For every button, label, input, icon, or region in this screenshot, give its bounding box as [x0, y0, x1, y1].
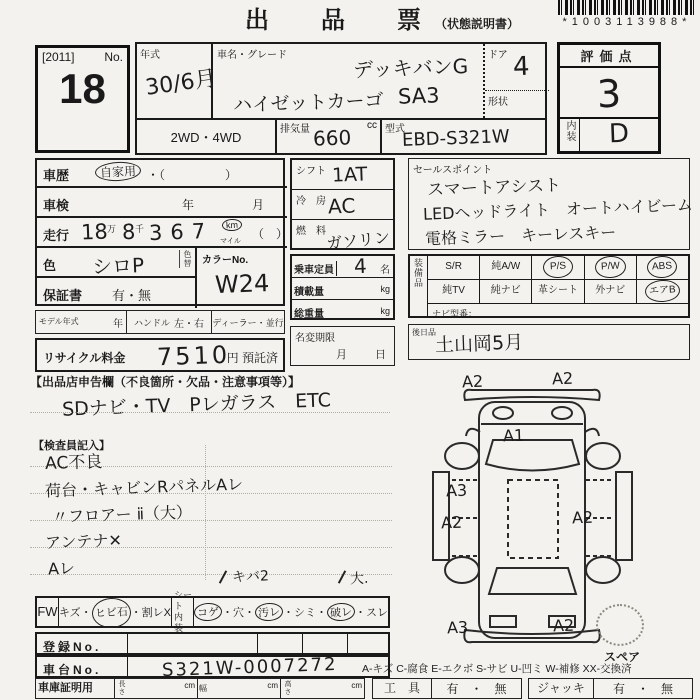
- lot-series: [2011]: [42, 50, 75, 64]
- year-cell: [137, 44, 219, 118]
- mileage-man: 18: [80, 219, 109, 245]
- score-value: 3: [596, 71, 622, 117]
- recycle-suffix: 円 預託済: [226, 351, 278, 365]
- jack-value: 有 ・ 無: [612, 682, 673, 696]
- damage-legend: A-キズ C-腐食 E-エクボ S-サビ U-凹ミ W-補修 XX-交換済: [362, 663, 632, 675]
- persons-unit: 名: [380, 265, 390, 276]
- seat-circled-item: 汚レ: [255, 602, 284, 621]
- mileage-paren: （ ）: [252, 227, 289, 241]
- history-row: [37, 160, 287, 188]
- length-label: 長さ: [118, 680, 125, 696]
- model-year-label: モデル年式: [39, 316, 79, 326]
- model-code-cell: [382, 118, 549, 155]
- seller-note-value: SDナビ・TV Pレガラス ETC: [61, 389, 332, 421]
- equip-ps: P/S: [542, 255, 573, 279]
- fw-note2: 大.: [349, 570, 369, 588]
- displacement-unit: cc: [367, 120, 377, 131]
- recycle-value: 7510: [156, 340, 231, 372]
- ac-value: AC: [327, 193, 356, 219]
- score-box: [557, 42, 661, 154]
- equip-extnavi: 外ナビ: [585, 280, 637, 303]
- year-label: 年式: [140, 50, 160, 61]
- mileage-unit-mile: マイル: [220, 238, 241, 245]
- sales-point-line: LEDヘッドライト オートハイビーム: [422, 195, 694, 224]
- name-value: デッキバンG: [352, 53, 469, 83]
- inspector-line: アンテナ✕: [44, 530, 123, 553]
- persons-value: 4: [353, 253, 368, 279]
- inspector-line: 荷台・キャビンRパネルAレ: [44, 474, 244, 501]
- door-label: ドア: [488, 50, 508, 61]
- inspector-line: AC不良: [44, 452, 103, 474]
- vehicle-table: [135, 42, 547, 155]
- registration-row: [35, 632, 390, 655]
- seat-items: コゲ ・穴・ 汚レ ・シミ・ 破レ ・スレ: [194, 603, 388, 621]
- fw-label: FW: [37, 598, 59, 626]
- equip-pw: P/W: [594, 255, 626, 279]
- warranty-label: 保証書: [43, 288, 83, 303]
- damage-mark: A2: [461, 371, 484, 392]
- namechange-month: 月: [336, 349, 347, 361]
- seat-label: シート 内 装: [174, 590, 193, 633]
- seller-note-label: 【出品店申告欄（不良箇所・欠品・注意事項等）】: [30, 375, 301, 389]
- chassis-value: S321W-0007272: [161, 653, 338, 682]
- cm-unit: cm: [351, 681, 362, 690]
- name-cell: [213, 44, 483, 118]
- model-year-unit: 年: [113, 318, 123, 330]
- page-subtitle: （状態説明書）: [435, 17, 520, 31]
- warranty-value: 有・無: [112, 288, 152, 303]
- equip-aw: 純A/W: [480, 256, 532, 279]
- fw-items: キズ・ ヒビ石 ・割レX: [59, 598, 172, 626]
- lot-box: [35, 45, 130, 153]
- damage-mark: A2: [440, 512, 463, 533]
- door-value: 4: [512, 51, 531, 83]
- history-table: [35, 158, 289, 306]
- sales-point-line: スマートアシスト: [426, 175, 562, 201]
- recycle-label: リサイクル料金: [43, 351, 126, 365]
- dealer-label: ディーラー・並行: [212, 317, 284, 328]
- shift-label: シフト: [296, 166, 326, 177]
- color-row: [37, 248, 197, 278]
- shaken-label: 車検: [43, 198, 70, 213]
- shaken-year: 年: [182, 198, 195, 212]
- height-label: 高さ: [284, 680, 291, 696]
- spare-tire-circle: [596, 604, 644, 646]
- warranty-row: [37, 278, 197, 308]
- colorno-value: W24: [214, 269, 270, 299]
- score-label: 評価点: [560, 45, 658, 68]
- mileage-sen-unit: 千: [135, 224, 145, 234]
- cm-unit: cm: [184, 681, 195, 690]
- namechange-day: 日: [375, 349, 386, 361]
- weight-unit: kg: [380, 306, 390, 316]
- tools-row: [372, 678, 522, 699]
- equip-sr: S/R: [428, 256, 480, 279]
- load-label: 積載量: [294, 287, 324, 298]
- weight-label: 総重量: [294, 309, 324, 320]
- name-value2: ハイゼットカーゴ: [232, 89, 384, 117]
- chassis-label: 車台No.: [43, 663, 102, 677]
- displacement-value: 660: [312, 125, 352, 151]
- history-paren: ・（ ）: [147, 168, 238, 182]
- equip-airbag: エアB: [645, 279, 681, 303]
- jack-row: [528, 678, 693, 699]
- sales-points-label: セールスポイント: [413, 165, 493, 176]
- shaken-row: [37, 188, 287, 218]
- inspector-line: 〃フロアー ⅱ（大）: [51, 502, 193, 527]
- damage-mark: A2: [571, 507, 594, 528]
- color-change-label: 色替: [179, 250, 193, 268]
- damage-mark: A2: [552, 615, 575, 636]
- tools-value: 有 ・ 無: [446, 682, 507, 696]
- garage-label: 車庫証明用: [36, 679, 115, 698]
- barcode-text: *1003113988*: [562, 16, 692, 28]
- later-items-value: 土山岡5月: [434, 331, 524, 357]
- page-title: 出 品 票: [245, 7, 435, 34]
- history-label: 車歴: [43, 168, 70, 183]
- later-items-label: 後日品: [412, 328, 436, 337]
- interior-label: 内装: [560, 119, 580, 151]
- color-value: シロP: [91, 253, 145, 279]
- fw-row: [35, 590, 390, 633]
- jack-label: ジャッキ: [529, 679, 594, 698]
- namechange-box: [290, 326, 395, 366]
- width-label: 幅: [199, 684, 207, 693]
- interior-value: D: [608, 118, 630, 150]
- grade-value: SA3: [397, 83, 440, 109]
- inspector-line: Aレ: [47, 558, 76, 579]
- capacity-table: [290, 254, 395, 320]
- year-value: 30/6月: [143, 66, 219, 101]
- damage-mark: A2: [551, 368, 574, 389]
- handle-value: 左・右: [174, 318, 204, 330]
- load-unit: kg: [380, 284, 390, 294]
- cm-unit: cm: [267, 681, 278, 690]
- later-items-box: [408, 324, 690, 360]
- colorno-label: カラーNo.: [202, 255, 249, 266]
- equip-tv: 純TV: [428, 280, 480, 303]
- spare-label: スペア: [604, 650, 641, 664]
- name-label: 車名・グレード: [217, 50, 287, 61]
- drive-options: 2WD・4WD: [170, 130, 242, 145]
- navi-model-label: ナビ型番：: [432, 309, 478, 319]
- lot-no-label: No.: [104, 50, 123, 64]
- interior-row: [560, 117, 658, 151]
- handle-label: ハンドル: [133, 317, 170, 328]
- displacement-cell: [277, 118, 382, 155]
- chassis-row: [35, 653, 390, 682]
- powertrain-box: [290, 158, 395, 254]
- model-row: [35, 310, 285, 334]
- equipment-grid: [408, 254, 690, 318]
- mileage-row: [37, 218, 287, 248]
- mileage-sen: 8: [121, 219, 136, 245]
- mileage-man-unit: 万: [107, 224, 117, 234]
- garage-row: [35, 678, 365, 699]
- damage-mark: A1: [502, 425, 525, 446]
- equip-leather: 革シート: [532, 280, 584, 303]
- barcode: [558, 0, 696, 15]
- equip-navi: 純ナビ: [480, 280, 532, 303]
- equip-abs: ABS: [647, 255, 678, 279]
- model-code-value: EBD-S321W: [401, 126, 511, 151]
- color-label: 色: [43, 258, 57, 273]
- damage-mark: A3: [446, 617, 469, 638]
- ac-label: 冷 房: [296, 196, 326, 207]
- sales-point-line: 電格ミラー キーレスキー: [424, 222, 617, 249]
- lot-number: 18: [59, 65, 106, 112]
- registration-label: 登録No.: [43, 640, 102, 654]
- mileage-label: 走行: [43, 228, 70, 243]
- header: [245, 0, 519, 35]
- displacement-label: 排気量: [280, 124, 310, 135]
- shape-label: 形状: [488, 97, 508, 108]
- tools-label: 工 具: [373, 679, 432, 698]
- recycle-box: [35, 338, 285, 372]
- damage-mark: A3: [445, 480, 468, 501]
- shift-value: 1AT: [331, 163, 368, 187]
- mileage-unit-km: km: [222, 218, 243, 231]
- seat-circled-item: 破レ: [327, 602, 356, 621]
- drive-cell: [137, 118, 277, 155]
- seat-circled-item: コゲ: [194, 602, 223, 621]
- shaken-month: 月: [252, 198, 265, 212]
- equipment-side-label: 装備品: [410, 256, 428, 316]
- inspector-label: 【検査員記入】: [33, 440, 110, 452]
- sales-points-box: [408, 158, 694, 250]
- mileage-rest: 367: [148, 218, 214, 246]
- colorno-cell: [197, 248, 287, 308]
- fuel-label: 燃 料: [296, 226, 326, 237]
- model-code-label: 型式: [385, 124, 405, 135]
- door-cell: [483, 44, 549, 118]
- namechange-label: 名変期限: [295, 333, 335, 344]
- fw-circled-item: ヒビ石: [91, 597, 132, 629]
- persons-label: 乗車定員: [294, 261, 337, 276]
- history-value: 自家用: [95, 161, 142, 182]
- fw-note1: キバ2: [231, 568, 270, 586]
- fuel-value: ガソリン: [325, 227, 391, 254]
